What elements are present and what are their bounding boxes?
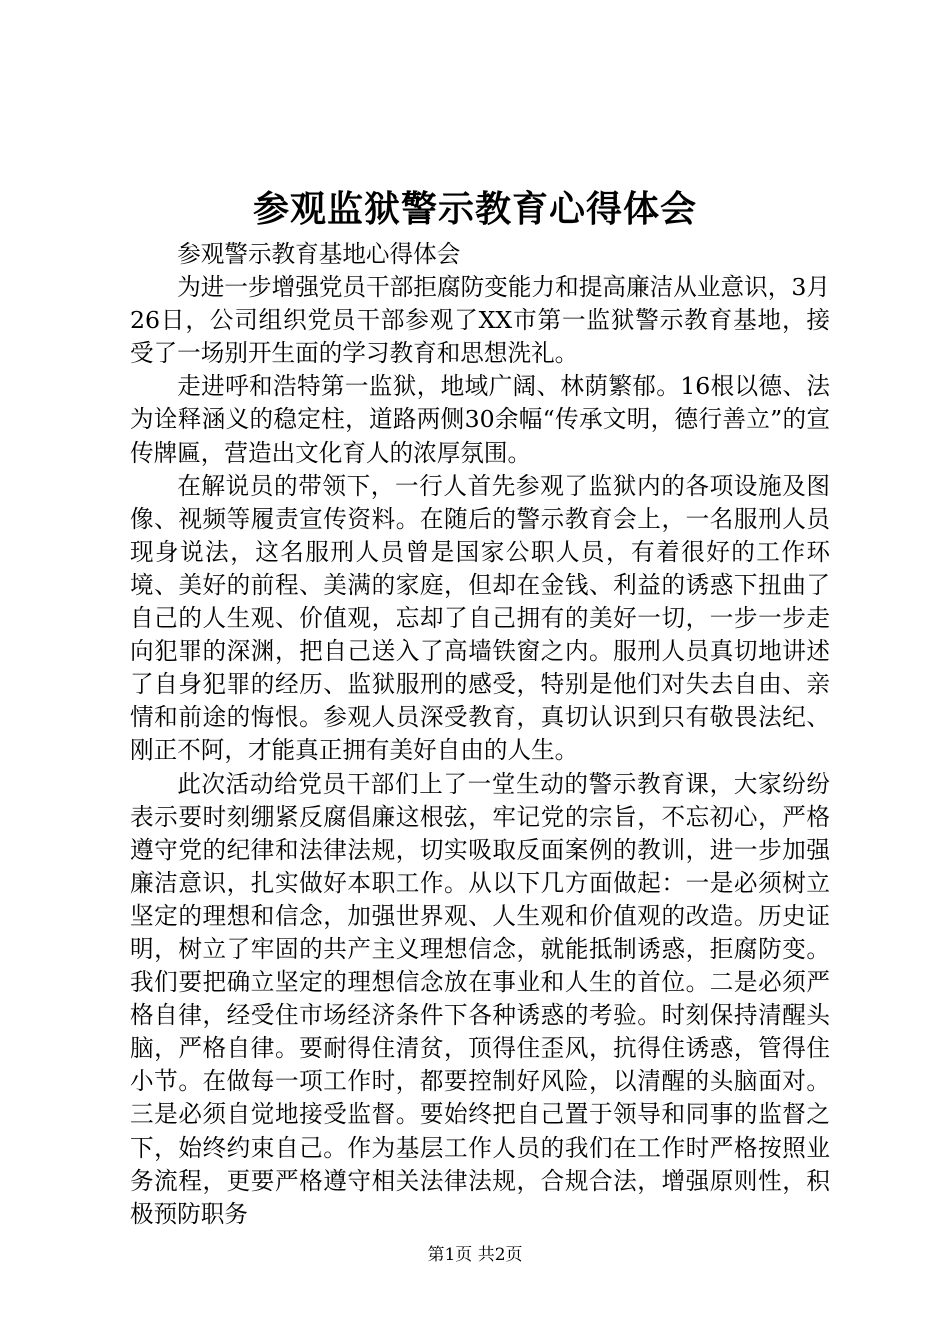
paragraph-visit-education: 在解说员的带领下，一行人首先参观了监狱内的各项设施及图像、视频等履责宣传资料。在随后的警示教育会上，一名服刑人员现身说法，这名服刑人员曾是国家公职人员，有着很好的工作环境、美好的前程、美满的家庭，但却在金钱、利益的诱惑下扭曲了自己的人生观、价值观，忘却了自己拥有的美好一切，一步一步走向犯罪的深渊，把自己送入了高墙铁窗之内。服刑人员真切地讲述了自身犯罪的经历、监狱服刑的感受，特别是他们对失去自由、亲情和前途的悔恨。参观人员深受教育，真切认识到只有敬畏法纪、刚正不阿，才能真正拥有美好自由的人生。 <box>130 471 830 765</box>
page-footer: 第1页 共2页 <box>427 1245 523 1265</box>
paragraph-intro: 为进一步增强党员干部拒腐防变能力和提高廉洁从业意识，3月26日，公司组织党员干部参观了XX市第一监狱警示教育基地，接受了一场别开生面的学习教育和思想洗礼。 <box>130 273 830 368</box>
document-title: 参观监狱警示教育心得体会 <box>252 188 697 230</box>
document-body <box>130 238 830 1231</box>
paragraph-reflections: 此次活动给党员干部们上了一堂生动的警示教育课，大家纷纷表示要时刻绷紧反腐倡廉这根弦，牢记党的宗旨，不忘初心，严格遵守党的纪律和法律法规，切实吸取反面案例的教训，进一步加强廉洁意识，扎实做好本职工作。从以下几方面做起：一是必须树立坚定的理想和信念，加强世界观、人生观和价值观的改造。历史证明，树立了牢固的共产主义理想信念，就能抵制诱惑，拒腐防变。我们要把确立坚定的理想信念放在事业和人生的首位。二是必须严格自律，经受住市场经济条件下各种诱惑的考验。时刻保持清醒头脑，严格自律。要耐得住清贫，顶得住歪风，抗得住诱惑，管得住小节。在做每一项工作时，都要控制好风险，以清醒的头脑面对。三是必须自觉地接受监督。要始终把自己置于领导和同事的监督之下，始终约束自己。作为基层工作人员的我们在工作时严格按照业务流程，更要严格遵守相关法律法规，合规合法，增强原则性，积极预防职务 <box>130 769 830 1228</box>
paragraph-subtitle: 参观警示教育基地心得体会 <box>177 240 461 268</box>
paragraph-prison-entrance: 走进呼和浩特第一监狱，地域广阔、林荫繁郁。16根以德、法为诠释涵义的稳定柱，道路两侧30余幅“传承文明，德行善立”的宣传牌匾，营造出文化育人的浓厚氛围。 <box>130 372 830 467</box>
